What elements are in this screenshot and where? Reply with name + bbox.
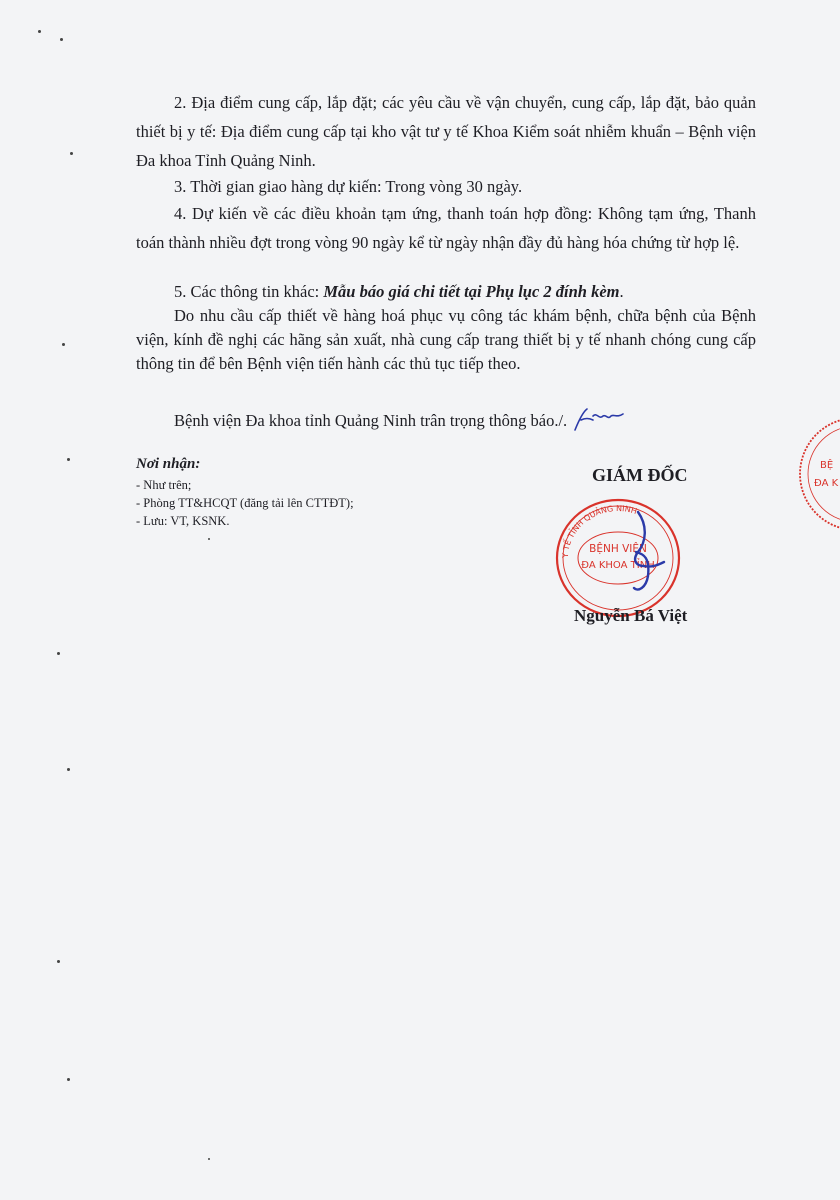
partial-seal-line-1: BỆ [820, 460, 834, 471]
scan-speck [67, 458, 70, 461]
scan-speck [70, 152, 73, 155]
scan-speck [57, 652, 60, 655]
paragraph-other-info [136, 277, 756, 306]
recipient-item: - Phòng TT&HCQT (đăng tải lên CTTĐT); [136, 496, 354, 510]
scan-speck [67, 1078, 70, 1081]
scan-speck [208, 1158, 210, 1160]
other-info-prefix: 5. Các thông tin khác: [174, 282, 324, 301]
recipient-item: - Lưu: VT, KSNK. [136, 514, 230, 528]
other-info-suffix: . [619, 282, 624, 301]
paragraph-request: Do nhu cầu cấp thiết về hàng hoá phục vụ công tác khám bệnh, chữa bệnh của Bệnh viện, kính đề nghị các hãng sản xuất, nhà cung cấp trang thiết bị y tế nhanh chóng cung cấp thông tin để bên Bệnh viện tiến hành các thủ tục tiếp theo. [136, 306, 756, 373]
signer-name: Nguyễn Bá Việt [574, 606, 688, 625]
seal-line-1: BỆNH VIỆN [589, 543, 647, 555]
scan-speck [57, 960, 60, 963]
scan-speck [62, 343, 65, 346]
paragraph-payment-terms: 4. Dự kiến về các điều khoản tạm ứng, thanh toán hợp đồng: Không tạm ứng, Thanh toán thành nhiều đợt trong vòng 90 ngày kể từ ngày nhận đầy đủ hàng hóa chứng từ hợp lệ. [136, 204, 756, 252]
paragraph-delivery-location: 2. Địa điểm cung cấp, lắp đặt; các yêu cầu về vận chuyển, cung cấp, lắp đặt, bảo quản thiết bị y tế: Địa điểm cung cấp tại kho vật tư y tế Khoa Kiểm soát nhiễm khuẩn – Bệnh viện Đa khoa Tỉnh Quảng Ninh. [136, 93, 756, 170]
seal-ring-text: Y TẾ TỈNH QUẢNG NINH [560, 503, 639, 559]
recipients-title: Nơi nhận: [136, 456, 201, 472]
paragraph-delivery-time: 3. Thời gian giao hàng dự kiến: Trong vòng 30 ngày. [174, 177, 523, 196]
appendix-reference: Mẫu báo giá chi tiết tại Phụ lục 2 đính kèm [323, 282, 620, 301]
official-seal-icon [552, 496, 690, 624]
scan-speck [60, 38, 63, 41]
scan-speck [38, 30, 41, 33]
seal-line-2: ĐA KHOA TỈNH [581, 560, 655, 571]
closing-text: Bệnh viện Đa khoa tỉnh Quảng Ninh trân trọng thông báo./. [174, 411, 568, 430]
signer-title: GIÁM ĐỐC [592, 465, 688, 485]
scan-speck [67, 768, 70, 771]
paragraph-closing [136, 406, 756, 435]
scan-speck [208, 538, 210, 540]
initials-mark-icon [569, 406, 627, 434]
recipient-item: - Như trên; [136, 478, 192, 492]
partial-seal-icon [794, 410, 840, 538]
partial-seal-line-2: ĐA K [814, 478, 839, 489]
